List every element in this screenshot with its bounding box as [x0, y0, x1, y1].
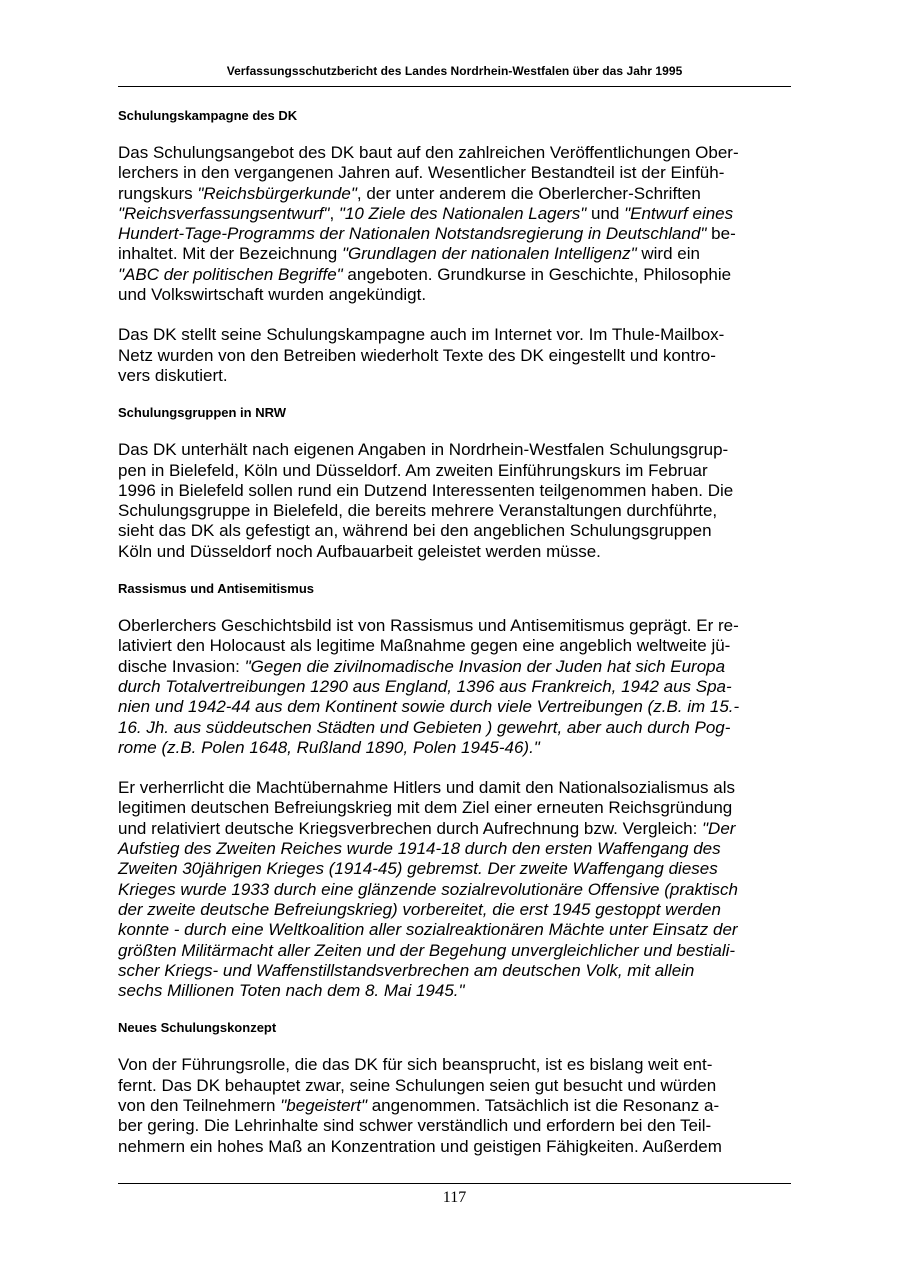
text-line [118, 542, 791, 562]
section-heading: Schulungsgruppen in NRW [118, 405, 287, 421]
text-line [118, 265, 791, 285]
text-line [118, 440, 791, 460]
text-line [118, 798, 791, 818]
text-line [118, 920, 791, 940]
text-run: Das Schulungsangebot des DK baut auf den zahlreichen Veröffentlichungen Ober- [118, 143, 739, 162]
text-line [118, 325, 791, 345]
text-run: und Volkswirtschaft wurden angekündigt. [118, 285, 427, 305]
text-run: , der unter anderem die Oberlercher-Schriften [356, 183, 701, 203]
text-line [118, 346, 791, 366]
text-line [118, 738, 791, 758]
text-run: rungskurs [118, 183, 198, 203]
text-run: von den Teilnehmern [118, 1095, 281, 1115]
text-run: wird ein [636, 244, 700, 264]
text-run: lerchers in den vergangenen Jahren auf. Wesentlicher Bestandteil ist der Einfüh- [118, 163, 725, 183]
quoted-text: "Gegen die zivilnomadische Invasion der Juden hat sich Europa [244, 656, 726, 676]
text-line [118, 961, 791, 981]
text-line [118, 941, 791, 961]
quoted-text: sechs Millionen Toten nach dem 8. Mai 1945." [118, 981, 465, 1001]
quoted-text: "10 Ziele des Nationalen Lagers" [338, 203, 587, 223]
text-line [118, 1116, 791, 1136]
text-run: sieht das DK als gefestigt an, während bei den angeblichen Schulungsgruppen [118, 521, 712, 541]
text-line [118, 616, 791, 636]
quoted-text: "Der [702, 818, 736, 838]
text-line [118, 981, 791, 1001]
section-heading: Schulungskampagne des DK [118, 108, 298, 123]
text-line [118, 163, 791, 183]
section-heading: Rassismus und Antisemitismus [118, 581, 315, 597]
text-line [118, 839, 791, 859]
text-line [118, 1055, 791, 1075]
text-run: Das DK stellt seine Schulungskampagne auch im Internet vor. Im Thule-Mailbox- [118, 325, 725, 345]
quoted-text: nien und 1942-44 aus dem Kontinent sowie durch viele Vertreibungen (z.B. im 15.- [118, 697, 740, 717]
text-run: nehmern ein hohes Maß an Konzentration und geistigen Fähigkeiten. Außerdem [118, 1136, 722, 1156]
text-run: ber gering. Die Lehrinhalte sind schwer verständlich und erfordern bei den Teil- [118, 1116, 712, 1136]
text-line [118, 718, 791, 738]
text-line [118, 244, 791, 264]
text-line [118, 697, 791, 717]
text-run: lativiert den Holocaust als legitime Maßnahme gegen eine angeblich weltweite jü- [118, 636, 731, 656]
header-rule [118, 86, 791, 87]
quoted-text: "Grundlagen der nationalen Intelligenz" [341, 244, 637, 264]
text-line [118, 224, 791, 244]
text-line [118, 657, 791, 677]
text-line [118, 1096, 791, 1116]
text-run: angenommen. Tatsächlich ist die Resonanz a- [366, 1095, 720, 1115]
text-line [118, 461, 791, 481]
quoted-text: Krieges wurde 1933 durch eine glänzende sozialrevolutionäre Offensive (praktisch [118, 879, 738, 899]
text-line [118, 859, 791, 879]
quoted-text: "ABC der politischen Begriffe" [118, 264, 343, 284]
quoted-text: rome (z.B. Polen 1648, Rußland 1890, Polen 1945-46)." [118, 737, 540, 757]
body-paragraph [118, 1055, 791, 1156]
text-line [118, 778, 791, 798]
text-line [118, 285, 791, 305]
body-paragraph [118, 325, 791, 386]
text-line [118, 1137, 791, 1157]
text-line [118, 636, 791, 656]
text-run: Oberlerchers Geschichtsbild ist von Rassismus und Antisemitismus geprägt. Er re- [118, 616, 739, 636]
text-run: inhaltet. Mit der Bezeichnung [118, 244, 342, 264]
text-line [118, 204, 791, 224]
footer-rule [118, 1183, 791, 1184]
body-paragraph [118, 143, 791, 305]
text-run: Netz wurden von den Betreiben wiederholt Texte des DK eingestellt und kontro- [118, 345, 716, 365]
text-run: vers diskutiert. [118, 365, 228, 385]
quoted-text: "begeistert" [280, 1095, 367, 1115]
text-line [118, 819, 791, 839]
text-run: fernt. Das DK behauptet zwar, seine Schulungen seien gut besucht und würden [118, 1075, 717, 1095]
quoted-text: "Reichsverfassungsentwurf" [118, 203, 330, 223]
text-line [118, 501, 791, 521]
quoted-text: "Entwurf eines [624, 203, 734, 223]
text-line [118, 521, 791, 541]
quoted-text: Aufstieg des Zweiten Reiches wurde 1914-18 durch den ersten Waffengang des [118, 839, 721, 859]
text-run: legitimen deutschen Befreiungskrieg mit dem Ziel einer erneuten Reichsgründung [118, 798, 733, 818]
quoted-text: Hundert-Tage-Programms der Nationalen Notstandsregierung in Deutschland" [118, 224, 707, 244]
text-run: und relativiert deutsche Kriegsverbrechen durch Aufrechnung bzw. Vergleich: [118, 818, 703, 838]
running-header: Verfassungsschutzbericht des Landes Nordrhein-Westfalen über das Jahr 1995 [226, 64, 683, 78]
section-heading: Neues Schulungskonzept [118, 1020, 277, 1036]
quoted-text: scher Kriegs- und Waffenstillstandsverbrechen am deutschen Volk, mit allein [118, 960, 695, 980]
quoted-text: größten Militärmacht aller Zeiten und der Begehung unvergleichlicher und bestiali- [118, 940, 736, 960]
text-run: pen in Bielefeld, Köln und Düsseldorf. Am zweiten Einführungskurs im Februar [118, 460, 708, 480]
text-run: und [586, 203, 625, 223]
quoted-text: "Reichsbürgerkunde" [197, 183, 357, 203]
text-line [118, 481, 791, 501]
text-run: dische Invasion: [118, 656, 245, 676]
body-paragraph [118, 778, 791, 1001]
body-paragraph [118, 440, 791, 562]
body-paragraph [118, 616, 791, 758]
text-line [118, 184, 791, 204]
quoted-text: 16. Jh. aus süddeutschen Städten und Gebieten ) gewehrt, aber auch durch Pog- [118, 717, 731, 737]
quoted-text: durch Totalvertreibungen 1290 aus England, 1396 aus Frankreich, 1942 aus Spa- [118, 676, 732, 696]
text-run: Das DK unterhält nach eigenen Angaben in Nordrhein-Westfalen Schulungsgrup- [118, 440, 729, 460]
text-run: angeboten. Grundkurse in Geschichte, Philosophie [342, 264, 732, 284]
quoted-text: konnte - durch eine Weltkoalition aller sozialreaktionären Mächte unter Einsatz der [118, 920, 738, 940]
text-line [118, 366, 791, 386]
text-run: Er verherrlicht die Machtübernahme Hitlers und damit den Nationalsozialismus als [118, 778, 735, 798]
text-run: Köln und Düsseldorf noch Aufbauarbeit geleistet werden müsse. [118, 541, 601, 561]
text-line [118, 880, 791, 900]
text-run: be- [706, 224, 736, 244]
text-run: 1996 in Bielefeld sollen rund ein Dutzend Interessenten teilgenommen haben. Die [118, 480, 734, 500]
text-line [118, 1076, 791, 1096]
text-run: Von der Führungsrolle, die das DK für sich beansprucht, ist es bislang weit ent- [118, 1055, 713, 1075]
quoted-text: der zweite deutsche Befreiungskrieg) vorbereitet, die erst 1945 gestoppt werden [118, 899, 721, 919]
page-number: 117 [442, 1189, 467, 1206]
quoted-text: Zweiten 30jährigen Krieges (1914-45) gebremst. Der zweite Waffengang dieses [118, 859, 718, 879]
text-run: Schulungsgruppe in Bielefeld, die bereits mehrere Veranstaltungen durchführte, [118, 501, 718, 521]
text-line [118, 143, 791, 163]
page-body [118, 107, 791, 1157]
text-run: , [329, 203, 339, 223]
text-line [118, 677, 791, 697]
text-line [118, 900, 791, 920]
